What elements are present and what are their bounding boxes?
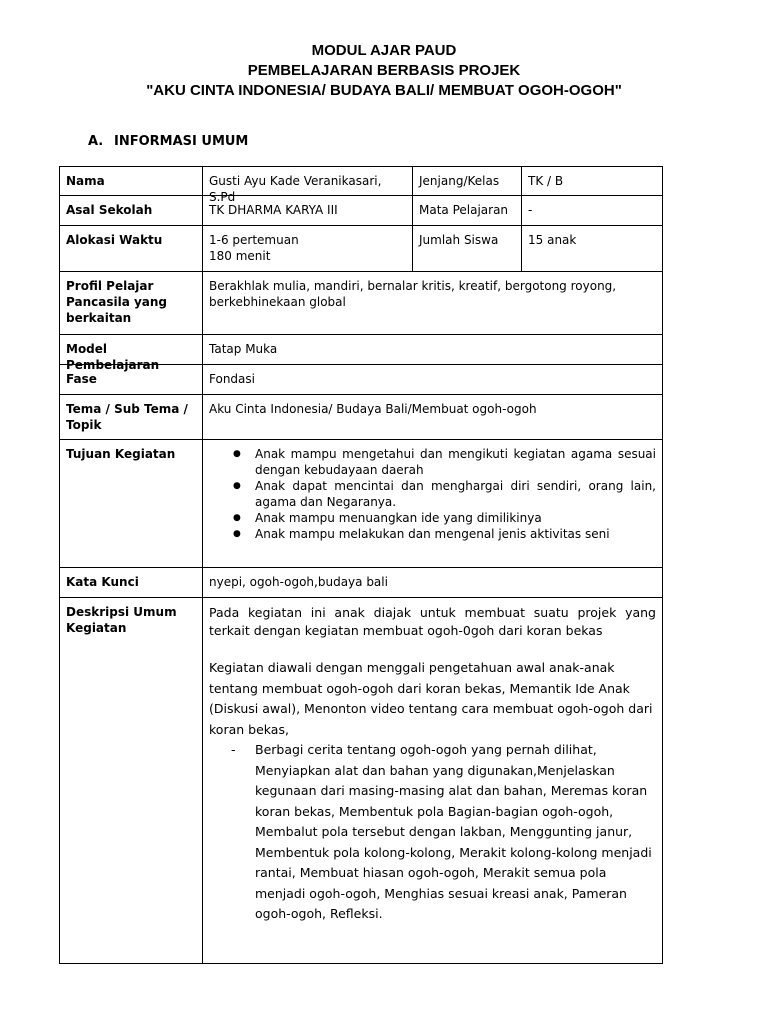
deskripsi-value	[202, 597, 663, 964]
document-title-line-3: "AKU CINTA INDONESIA/ BUDAYA BALI/ MEMBUAT OGOH-OGOH"	[146, 82, 622, 99]
jumlah-siswa-label: Jumlah Siswa	[412, 225, 522, 272]
alokasi-waktu-label: Alokasi Waktu	[59, 225, 203, 272]
tujuan-item: ● Anak mampu mengetahui dan mengikuti kegiatan agama sesuai dengan kebudayaan daerah	[209, 446, 656, 478]
asal-sekolah-label: Asal Sekolah	[59, 195, 203, 226]
kata-kunci-value: nyepi, ogoh-ogoh,budaya bali	[202, 567, 663, 598]
tujuan-item: ● Anak mampu menuangkan ide yang dimilikinya	[209, 510, 656, 526]
jenjang-value: TK / B	[521, 166, 663, 196]
alokasi-pertemuan: 1-6 pertemuan	[209, 233, 299, 247]
model-pembelajaran-label: Model Pembelajaran	[59, 334, 203, 365]
tema-label: Tema / Sub Tema / Topik	[59, 394, 203, 440]
document-title-line-1: MODUL AJAR PAUD	[311, 42, 457, 59]
jumlah-siswa-value: 15 anak	[521, 225, 663, 272]
nama-label: Nama	[59, 166, 203, 196]
fase-label: Fase	[59, 364, 203, 395]
nama-value: Gusti Ayu Kade Veranikasari, S.Pd	[202, 166, 413, 196]
deskripsi-paragraph-1: Pada kegiatan ini anak diajak untuk membuat suatu projek yang terkait dengan kegiatan membuat ogoh-0goh dari koran bekas	[209, 605, 656, 638]
section-title: INFORMASI UMUM	[114, 134, 249, 149]
mata-pelajaran-value: -	[521, 195, 663, 226]
deskripsi-label: Deskripsi Umum Kegiatan	[59, 597, 203, 964]
profil-pelajar-label: Profil Pelajar Pancasila yang berkaitan	[59, 271, 203, 335]
deskripsi-dash-item: - Berbagi cerita tentang ogoh-ogoh yang pernah dilihat, Menyiapkan alat dan bahan yang digunakan,Menjelaskan kegunaan dari masing-masing alat dan bahan, Meremas koran koran bekas, Membentuk pola Bagian-bagian ogoh-ogoh, Membalut pola tersebut dengan lakban, Menggunting janur, Membentuk pola kolong-kolong, Merakit kolong-kolong menjadi rantai, Membuat hiasan ogoh-ogoh, Merakit semua pola menjadi ogoh-ogoh, Menghias sesuai kreasi anak, Pameran ogoh-ogoh, Refleksi.	[209, 740, 656, 925]
deskripsi-dash-list	[209, 740, 656, 925]
document-title-line-2: PEMBELAJARAN BERBASIS PROJEK	[247, 62, 521, 79]
asal-sekolah-value: TK DHARMA KARYA III	[202, 195, 413, 226]
fase-value: Fondasi	[202, 364, 663, 395]
alokasi-menit: 180 menit	[209, 249, 271, 263]
tujuan-list	[209, 446, 656, 542]
tujuan-kegiatan-label: Tujuan Kegiatan	[59, 439, 203, 568]
deskripsi-paragraph-2: Kegiatan diawali dengan menggali pengetahuan awal anak-anak tentang membuat ogoh-ogoh dari koran bekas, Memantik Ide Anak (Diskusi awal), Menonton video tentang cara membuat ogoh-ogoh dari koran bekas,	[209, 660, 653, 737]
tujuan-item: ● Anak dapat mencintai dan menghargai diri sendiri, orang lain, agama dan Negaranya.	[209, 478, 656, 510]
section-heading	[88, 134, 248, 149]
profil-pelajar-value: Berakhlak mulia, mandiri, bernalar kritis, kreatif, bergotong royong, berkebhinekaan global	[202, 271, 663, 335]
model-pembelajaran-value: Tatap Muka	[202, 334, 663, 365]
tujuan-item: ● Anak mampu melakukan dan mengenal jenis aktivitas seni	[209, 526, 656, 542]
jenjang-label: Jenjang/Kelas	[412, 166, 522, 196]
kata-kunci-label: Kata Kunci	[59, 567, 203, 598]
mata-pelajaran-label: Mata Pelajaran	[412, 195, 522, 226]
section-letter: A.	[88, 134, 104, 149]
tema-value: Aku Cinta Indonesia/ Budaya Bali/Membuat ogoh-ogoh	[202, 394, 663, 440]
tujuan-kegiatan-value	[202, 439, 663, 568]
alokasi-waktu-value	[202, 225, 413, 272]
